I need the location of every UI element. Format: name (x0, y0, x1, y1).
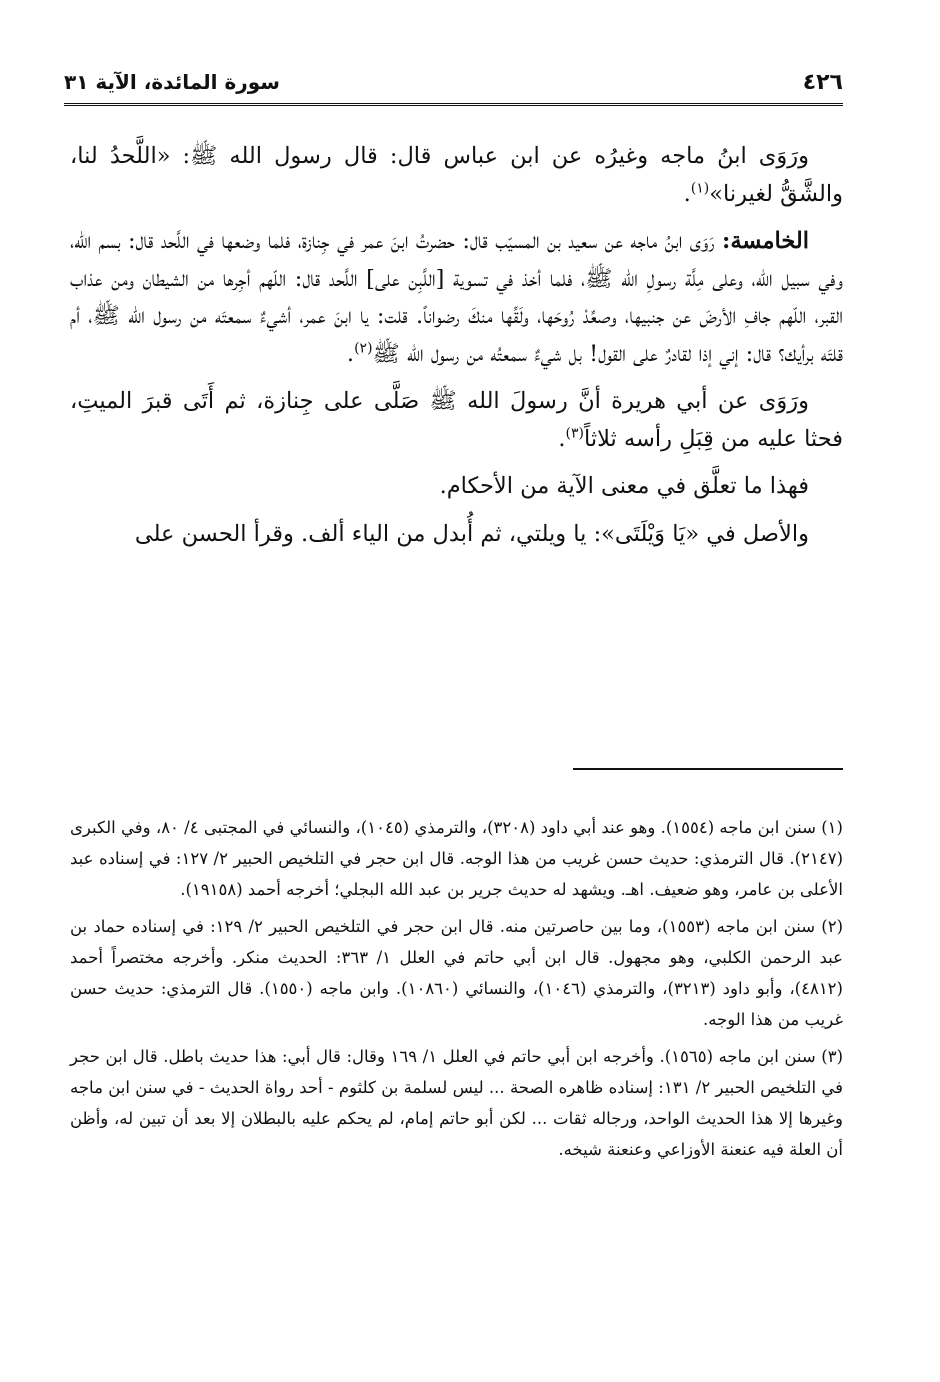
paragraph-4-text: فهذا ما تعلَّق في معنى الآية من الأحكام. (439, 473, 809, 499)
paragraph-5 (70, 516, 843, 554)
main-text (70, 138, 843, 563)
footnotes (70, 812, 843, 1171)
footnote-3: (٣) سنن ابن ماجه (١٥٦٥). وأخرجه ابن أبي حاتم في العلل ١/ ١٦٩ وقال: قال أبي: هذا حديث باطل. قال ابن حجر في التلخيص الحبير ٢/ ١٣١: إسناده ظاهره الصحة ... ليس لسلمة بن كلثوم - أحد رواة الحديث - في سنن ابن ماجه وغيرها إلا هذا الحديث الواحد، ورجاله ثقات ... لكن أبو حاتم إمام، لم يحكم عليه بالبطلان إلا بعد أن تبين له، وأظن أن العلة فيه عنعنة الأوزاعي وعنعنة شيخه. (70, 1047, 843, 1159)
footnote-separator (573, 768, 843, 770)
paragraph-4 (70, 468, 843, 506)
paragraph-5-text: والأصل في «يَا وَيْلَتَى»: يا ويلتي، ثم أُبدل من الياء ألف. وقرأ الحسن على (134, 520, 809, 547)
running-title: سورة المائدة، الآية ٣١ (64, 70, 280, 94)
paragraph-2-lead: الخامسة: (722, 228, 809, 254)
header-rule (64, 103, 843, 106)
footnote-1: (١) سنن ابن ماجه (١٥٥٤). وهو عند أبي داود (٣٢٠٨)، والترمذي (١٠٤٥)، والنسائي في المجتبى ٤/ ٨٠، وفي الكبرى (٢١٤٧). قال الترمذي: حديث حسن غريب من هذا الوجه. قال ابن حجر في التلخيص الحبير ٢/ ١٢٧: في إسناده عبد الأعلى بن عامر، وهو ضعيف. اهـ. ويشهد له حديث جرير بن عبد الله البجلي؛ أخرجه أحمد (١٩١٥٨). (70, 818, 843, 899)
paragraph-2-text: رَوَى ابنُ ماجه عن سعيد بن المسيّب قال: حضرتُ ابنَ عمر في جِنازة، فلما وضعها في اللَّحد قال: بسم الله، وفي سبيل الله، وعلى مِلَّة رسولِ الله ﷺ، فلما أخذ في تسوية [اللَّبِن على] اللَّحد قال: اللّهم أجِرها من الشيطان ومن عذاب القبر، اللّهم جافِ الأرضَ عن جنبيها، وصعِّدْ رُوحَها، ولَقِّها منكَ رضواناً. قلت: يا ابنَ عمر، أشيءٌ سمعتَه من رسول الله ﷺ، أم قلتَه برأيك؟ قال: إني إذا لقادرٌ على القول! بل شيءٌ سمعتُه من رسول الله ﷺ (70, 228, 843, 367)
paragraph-3-text: ورَوَى عن أبي هريرة أنَّ رسولَ الله ﷺ صَلَّى على جِنازة، ثم أَتَى قبرَ الميتِ، فحثا عليه من قِبَلِ رأسه ثلاثاً (70, 388, 843, 452)
footnote-2: (٢) سنن ابن ماجه (١٥٥٣)، وما بين حاصرتين منه. قال ابن حجر في التلخيص الحبير ٢/ ١٢٩: في إسناده حماد بن عبد الرحمن الكلبي، وهو مجهول. قال ابن أبي حاتم في العلل ١/ ٣٦٣: الحديث منكر. وأخرجه مختصراً أحمد (٤٨١٢)، وأبو داود (٣٢١٣)، والترمذي (١٠٤٦)، والنسائي (١٠٨٦٠). وابن ماجه (١٥٥٠). قال الترمذي: حديث حسن غريب من هذا الوجه. (70, 917, 844, 1029)
footnote-ref-2: (٢) (354, 340, 373, 356)
paragraph-1-text: ورَوَى ابنُ ماجه وغيرُه عن ابن عباس قال: قال رسول الله ﷺ: «اللَّحدُ لنا، والشَّقُّ لغيرنا» (70, 143, 843, 207)
paragraph-1: ورَوَى ابنُ ماجه وغيرُه عن ابن عباس قال: قال رسول الله ﷺ: «اللَّحدُ لنا، والشَّقُّ لغيرنا»$^{(١)}$. (70, 143, 843, 207)
page-number: ٤٢٦ (802, 70, 843, 95)
page-header (64, 68, 843, 102)
footnote-ref-1: (١) (690, 180, 710, 196)
footnote-ref-3: (٣) (565, 425, 584, 441)
paragraph-3: ورَوَى عن أبي هريرة أنَّ رسولَ الله ﷺ صَلَّى على جِنازة، ثم أَتَى قبرَ الميتِ، فحثا عليه من قِبَلِ رأسه ثلاثاً$^{(٣)}$. (70, 388, 843, 452)
paragraph-2: الخامسة: رَوَى ابنُ ماجه عن سعيد بن المسيّب قال: حضرتُ ابنَ عمر في جِنازة، فلما وضعها في اللَّحد قال: بسم الله، وفي سبيل الله، وعلى مِلَّة رسولِ الله ﷺ، فلما أخذ في تسوية [اللَّبِن على] اللَّحد قال: اللّهم أجِرها من الشيطان ومن عذاب القبر، اللّهم جافِ الأرضَ عن جنبيها، وصعِّدْ رُوحَها، ولَقِّها منكَ رضواناً. قلت: يا ابنَ عمر، أشيءٌ سمعتَه من رسول الله ﷺ، أم قلتَه برأيك؟ قال: إني إذا لقادرٌ على القول! بل شيءٌ سمعتُه من رسول الله ﷺ$^{(٢)}$. (70, 228, 843, 367)
